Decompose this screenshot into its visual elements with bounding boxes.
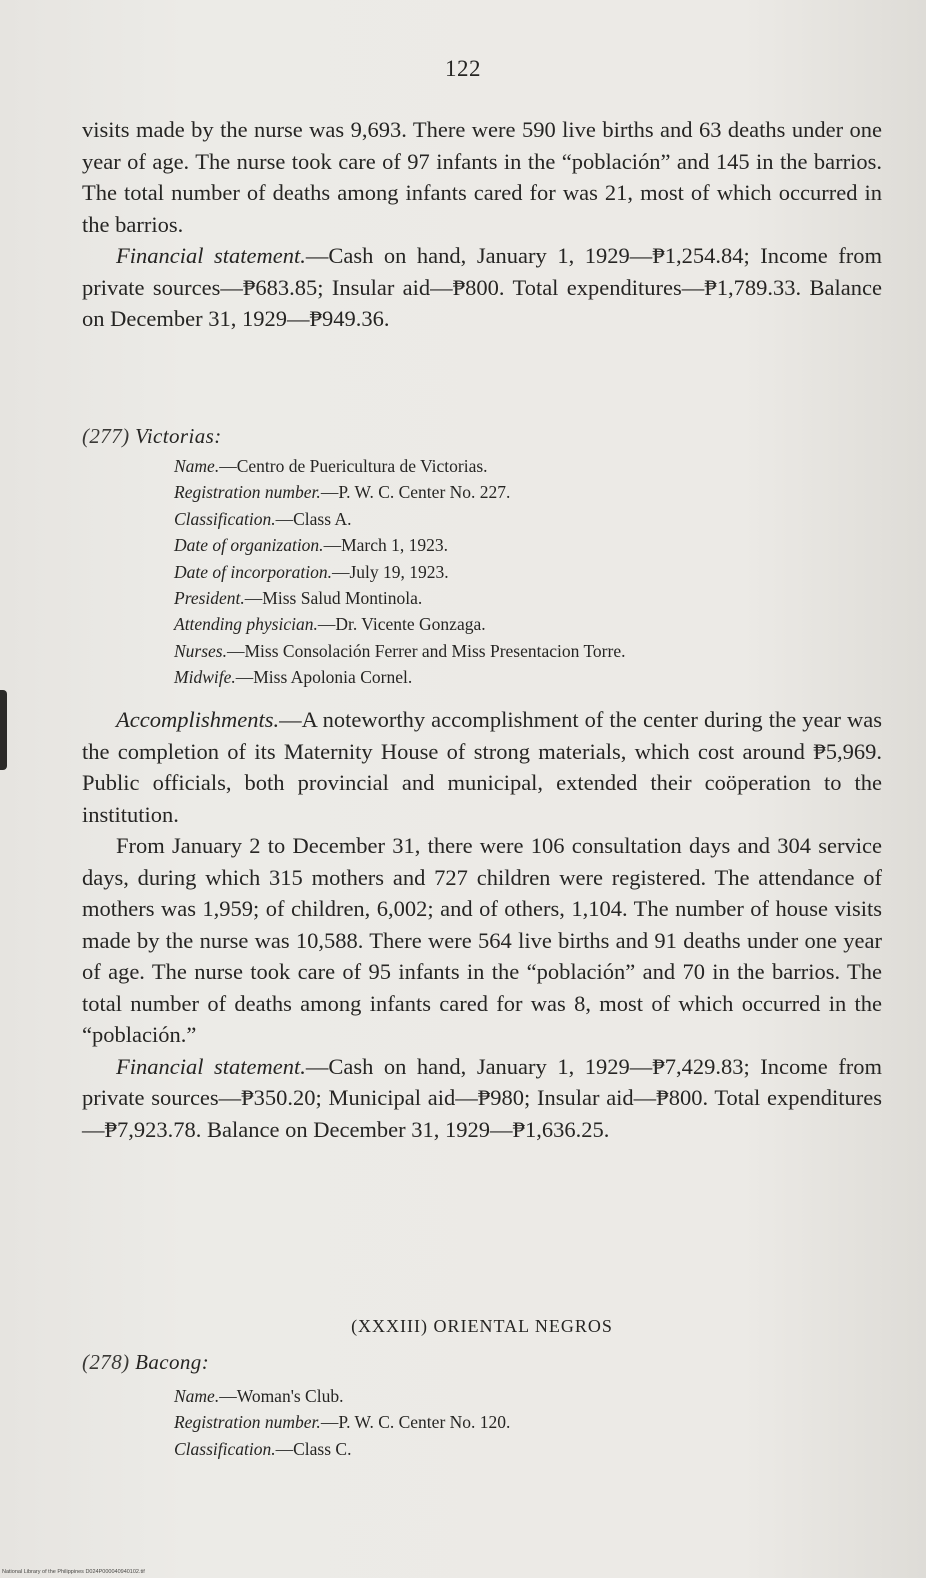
accomplishments-text: —A noteworthy accomplishment of the center during the year was the completion of its Maternity House of strong materials, which cost around ₱5,969. Public officials, both provincial and municipal, extended their coöperation to the institution. [82,707,882,827]
scan-footer: National Library of the Philippines D024P000040940102.tif [2,1569,145,1575]
paragraph-visits: visits made by the nurse was 9,693. There were 590 live births and 63 deaths under one year of age. The nurse took care of 97 infants in the “población” and 145 in the barrios. The total number of deaths among infants cared for was 21, most of which occurred in the barrios. [82,117,882,237]
paragraph-financial-statement-1 [82,240,882,335]
entry-heading [82,424,882,449]
body-block-middle [82,704,882,1145]
accomplishments-lead: Accomplishments. [116,707,280,732]
section-heading-block [82,1316,882,1337]
entry-heading [82,1350,882,1375]
entry-number: (278) [82,1350,130,1374]
paragraph-consultation-stats: From January 2 to December 31, there were 106 consultation days and 304 service days, during which 315 mothers and 727 children were registered. The attendance of mothers was 1,959; of children, 6,002; and of others, 1,104. The number of house visits made by the nurse was 10,588. There were 564 live births and 91 deaths under one year of age. The nurse took care of 95 infants in the “población” and 70 in the barrios. The total number of deaths among infants cared for was 8, most of which occurred in the “población.” [82,833,882,1047]
entry-place: Victorias: [135,424,222,448]
section-title: (XXXIII) ORIENTAL NEGROS [351,1316,613,1336]
detail-attending-physician: Attending physician.—Dr. Vicente Gonzaga. [174,614,486,635]
detail-nurses: Nurses.—Miss Consolación Ferrer and Miss Presentacion Torre. [174,640,626,661]
entry-278 [82,1350,882,1462]
binding-shadow [0,690,7,770]
detail-midwife: Midwife.—Miss Apolonia Cornel. [174,667,413,688]
entry-277 [82,424,882,691]
entry-place: Bacong: [135,1350,210,1374]
paragraph-financial-statement-2 [82,1051,882,1146]
detail-president: President.—Miss Salud Montinola. [174,588,423,609]
body-block-top [82,114,882,335]
entry-details [82,453,882,691]
detail-classification: Classification.—Class A. [174,508,352,529]
detail-name: Name.—Woman's Club. [174,1386,344,1406]
detail-registration-number: Registration number.—P. W. C. Center No. 227. [174,482,511,503]
paragraph-accomplishments [82,704,882,830]
financial-statement-text: —Cash on hand, January 1, 1929—₱1,254.84; Income from private sources—₱683.85; Insular aid—₱800. Total expenditures—₱1,789.33. Balance on December 31, 1929—₱949.36. [82,243,882,331]
detail-name: Name.—Centro de Puericultura de Victorias. [174,456,488,476]
entry-details [82,1383,882,1462]
financial-statement-lead: Financial statement. [116,1053,306,1079]
financial-statement-text: —Cash on hand, January 1, 1929—₱7,429.83; Income from private sources—₱350.20; Municipal aid—₱980; Insular aid—₱800. Total expenditures—₱7,923.78. Balance on December 31, 1929—₱1,636.25. [82,1053,882,1142]
detail-date-of-incorporation: Date of incorporation.—July 19, 1923. [174,561,449,582]
financial-statement-lead: Financial statement. [116,243,306,268]
detail-classification: Classification.—Class C. [174,1438,352,1459]
detail-registration-number: Registration number.—P. W. C. Center No. 120. [174,1412,511,1433]
detail-date-of-organization: Date of organization.—March 1, 1923. [174,535,448,556]
entry-number: (277) [82,424,130,448]
page-number: 122 [445,56,481,81]
